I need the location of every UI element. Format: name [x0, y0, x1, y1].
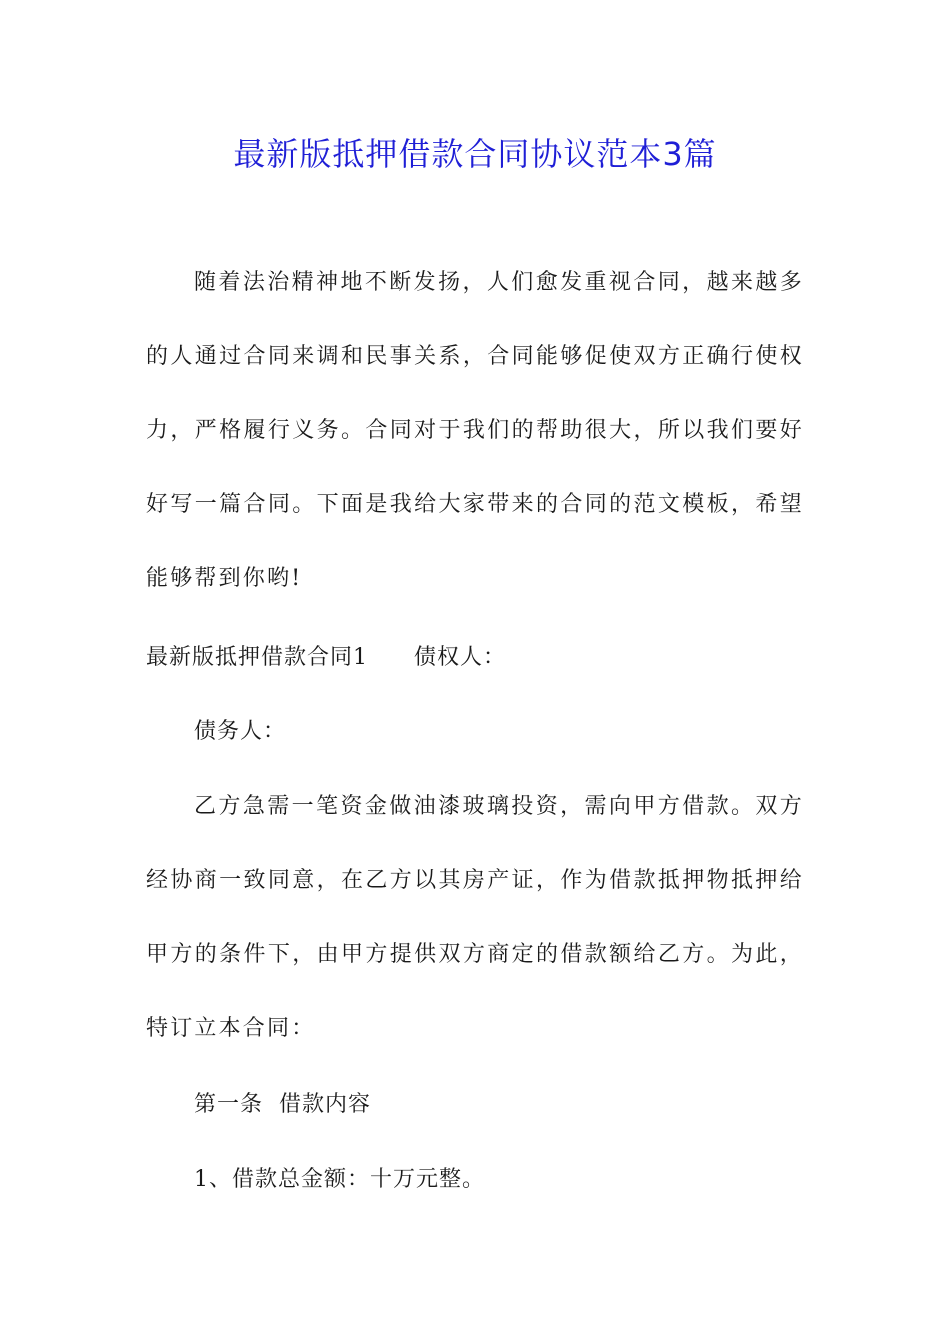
intro-paragraph: 随着法治精神地不断发扬，人们愈发重视合同，越来越多的人通过合同来调和民事关系，合同能够促使双方正确行使权力，严格履行义务。合同对于我们的帮助很大，所以我们要好好写一篇合同。下面是我给大家带来的合同的范文模板，希望能够帮到你哟! — [146, 270, 804, 591]
clause-intro-paragraph: 乙方急需一笔资金做油漆玻璃投资，需向甲方借款。双方经协商一致同意，在乙方以其房产证，作为借款抵押物抵押给甲方的条件下，由甲方提供双方商定的借款额给乙方。为此，特订立本合同： — [146, 794, 804, 1041]
clause-intro-block — [146, 770, 804, 1066]
item-one: 1、借款总金额：十万元整。 — [194, 1167, 485, 1192]
article-one-heading: 第一条 借款内容 — [194, 1092, 371, 1117]
section-heading: 最新版抵押借款合同1 — [146, 645, 368, 670]
section-heading-line — [146, 643, 506, 673]
document-title: 最新版抵押借款合同协议范本3篇 — [233, 135, 717, 173]
intro-block — [146, 246, 804, 616]
debtor-label: 债务人： — [194, 719, 287, 744]
debtor-line — [194, 717, 286, 747]
creditor-label: 债权人： — [414, 645, 507, 670]
